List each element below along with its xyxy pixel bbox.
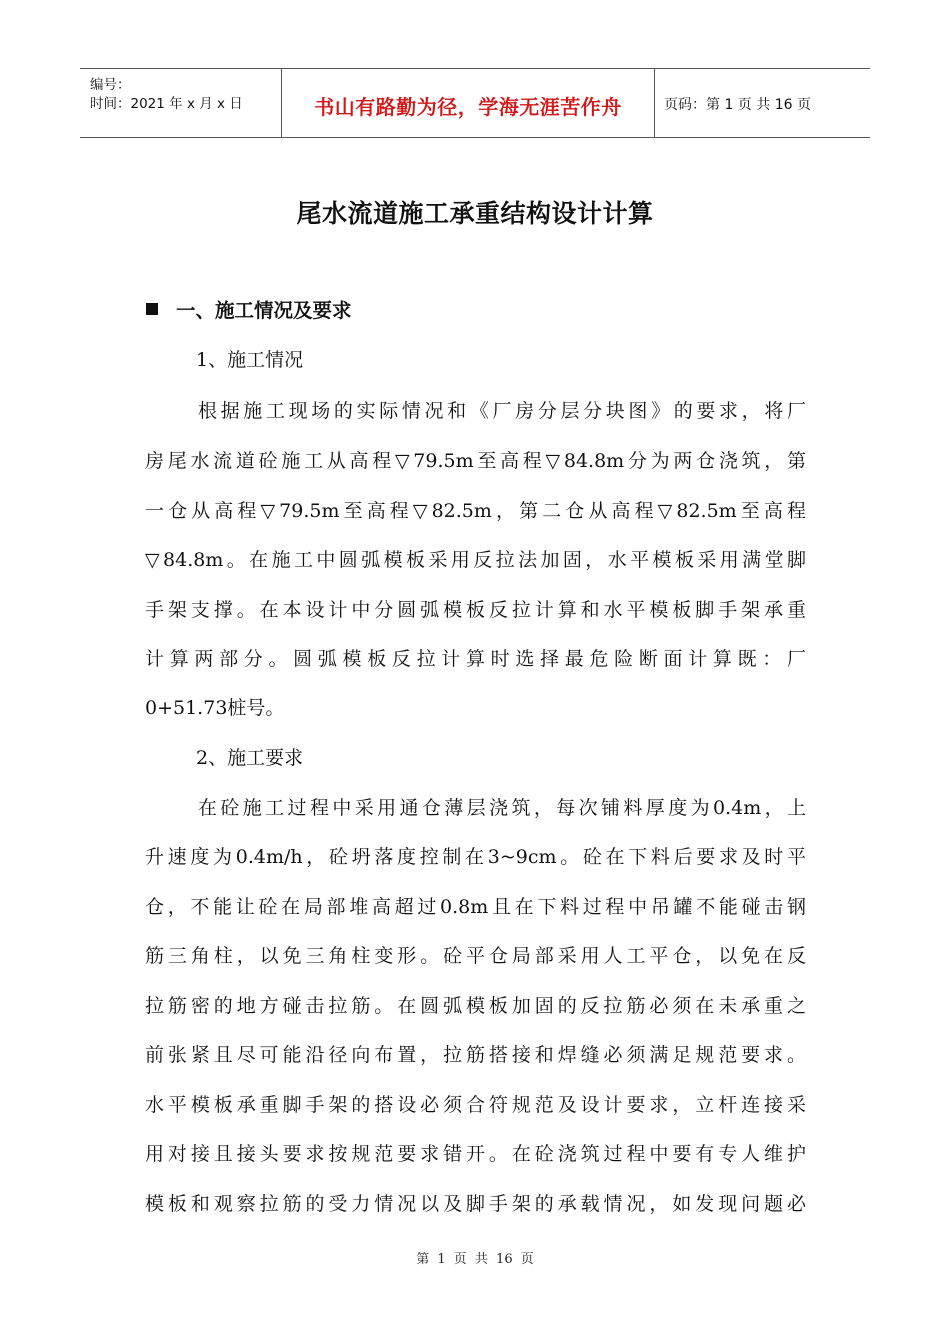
paragraph-line: 模板和观察拉筋的受力情况以及脚手架的承载情况，如发现问题必: [145, 1193, 806, 1215]
header-motto: 书山有路勤为径，学海无涯苦作舟: [314, 95, 622, 119]
paragraph-line: 0+51.73桩号。: [145, 697, 285, 719]
document-date: 时间：2021 年 x 月 x 日: [90, 96, 243, 112]
paragraph-line: 手架支撑。在本设计中分圆弧模板反拉计算和水平模板脚手架承重: [145, 599, 806, 621]
header-motto-cell: [281, 69, 655, 137]
paragraph-line: 用对接且接头要求按规范要求错开。在砼浇筑过程中要有专人维护: [145, 1143, 806, 1165]
paragraph-line: 水平模板承重脚手架的搭设必须合符规范及设计要求，立杆连接采: [145, 1094, 806, 1116]
paragraph-line: 房尾水流道砼施工从高程▽79.5m至高程▽84.8m分为两仓浇筑，第: [145, 450, 806, 472]
header-page-cell: [654, 69, 870, 137]
subsection-heading-2: 2、施工要求: [196, 747, 304, 769]
page-footer: 第 1 页 共 16 页: [416, 1252, 534, 1267]
section-heading-text: 一、施工情况及要求: [176, 299, 352, 322]
document-number-label: 编号：: [90, 77, 131, 93]
paragraph-line: 升速度为0.4m/h，砼坍落度控制在3~9cm。砼在下料后要求及时平: [145, 846, 806, 868]
paragraph-line: ▽84.8m。在施工中圆弧模板采用反拉法加固，水平模板采用满堂脚: [145, 549, 806, 571]
paragraph-line: 计算两部分。圆弧模板反拉计算时选择最危险断面计算既：厂: [145, 648, 806, 670]
document-title: 尾水流道施工承重结构设计计算: [296, 199, 654, 228]
paragraph-line: 拉筋密的地方碰击拉筋。在圆弧模板加固的反拉筋必须在未承重之: [145, 995, 806, 1017]
page-header: [80, 68, 870, 138]
paragraph-line: 前张紧且尽可能沿径向布置，拉筋搭接和焊缝必须满足规范要求。: [145, 1044, 806, 1066]
header-page-info: 页码：第 1 页 共 16 页: [664, 97, 811, 113]
square-bullet-icon: [146, 303, 158, 315]
paragraph-line: 一仓从高程▽79.5m至高程▽82.5m，第二仓从高程▽82.5m至高程: [145, 500, 806, 522]
paragraph-line: 筋三角柱，以免三角柱变形。砼平仓局部采用人工平仓，以免在反: [145, 945, 806, 967]
section-heading: [146, 295, 352, 323]
paragraph-line: 在砼施工过程中采用通仓薄层浇筑，每次铺料厚度为0.4m，上: [198, 797, 806, 819]
paragraph-line: 根据施工现场的实际情况和《厂房分层分块图》的要求，将厂: [198, 400, 806, 422]
paragraph-line: 仓，不能让砼在局部堆高超过0.8m且在下料过程中吊罐不能碰击钢: [145, 896, 806, 918]
subsection-heading-1: 1、施工情况: [196, 349, 304, 371]
header-meta: [80, 69, 281, 137]
